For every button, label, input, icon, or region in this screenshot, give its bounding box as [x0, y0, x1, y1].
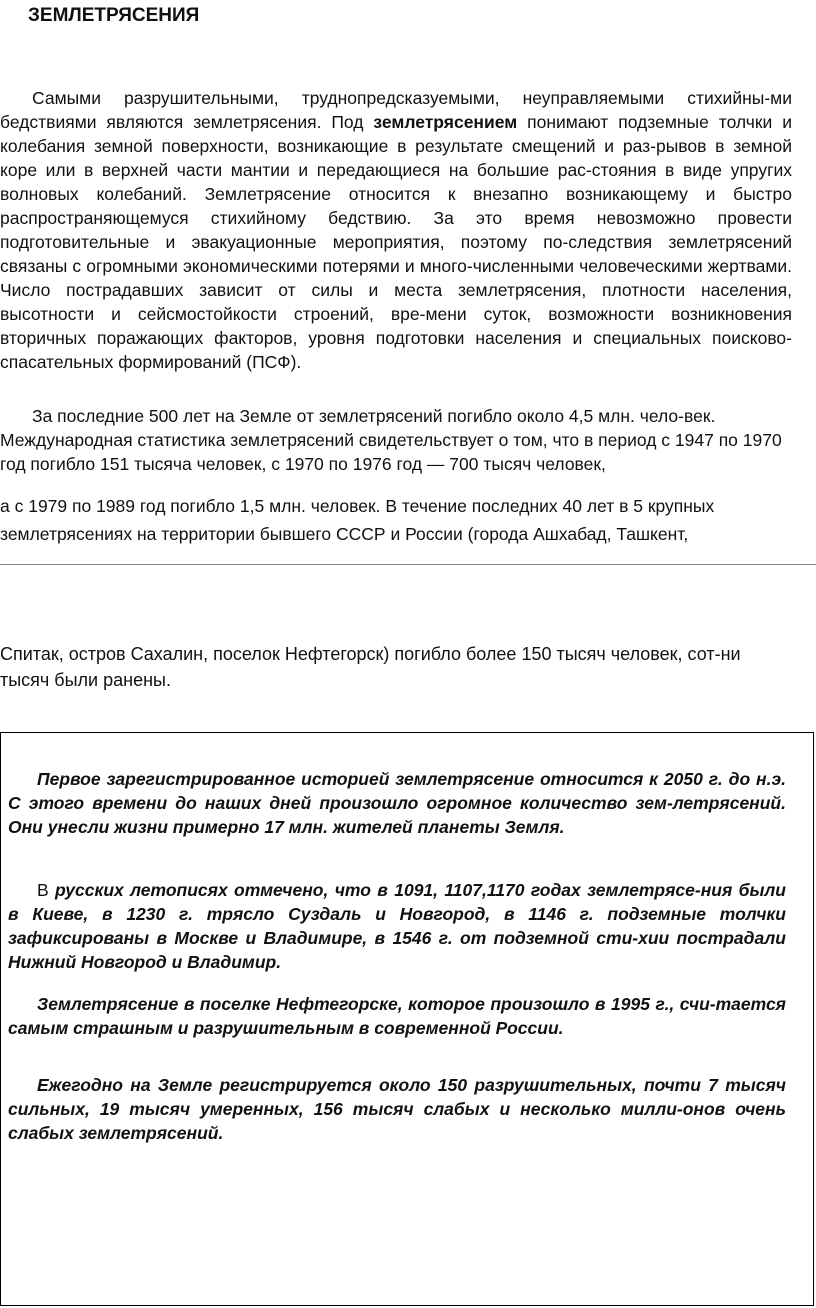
stats-paragraph: За последние 500 лет на Земле от землетрясений погибло около 4,5 млн. чело-век. Международная статистика землетрясений свидетельствует о том, что в период с 1947 по 1970 год погибло 151 тысяча человек, с 1970 по 1976 год — 700 тысяч человек,	[0, 406, 782, 474]
fact-first-earthquake: Первое зарегистрированное историей землетрясение относится к 2050 г. до н.э. С этого времени до наших дней произошло огромное количество зем-летрясений. Они унесли жизни примерно 17 млн. жителей планеты Земля.	[8, 769, 786, 837]
stats-continued-paragraph: а с 1979 по 1989 год погибло 1,5 млн. человек. В течение последних 40 лет в 5 крупных землетрясениях на территории бывшего СССР и России (города Ашхабад, Ташкент,	[0, 496, 715, 544]
page-title: ЗЕМЛЕТРЯСЕНИЯ	[28, 5, 200, 26]
term-earthquake: землетрясением	[373, 112, 518, 132]
intro-paragraph	[0, 86, 792, 374]
fact-chronicles	[8, 878, 786, 974]
fact-chronicles-text: русских летописях отмечено, что в 1091, 1107,1170 годах землетрясе-ния были в Киеве, в 1230 г. трясло Суздаль и Новгород, в 1146 г. подземные толчки зафиксированы в Москве и Владимире, в 1546 г. от подземной сти-хии пострадали Нижний Новгород и Владимир.	[8, 880, 786, 972]
intro-text-before: Самыми разрушительными, труднопредсказуемыми, неуправляемыми стихийны-ми бедствиями являются землетрясения. Под	[0, 88, 792, 132]
page-divider	[0, 564, 816, 565]
fact-neftegorsk: Землетрясение в поселке Нефтегорске, которое произошло в 1995 г., счи-тается самым страшным и разрушительным в современной России.	[8, 994, 786, 1038]
facts-box	[0, 732, 814, 1306]
fact-chronicles-lead: В	[37, 880, 49, 900]
next-page-paragraph: Спитак, остров Сахалин, поселок Нефтегорск) погибло более 150 тысяч человек, сот-ни тысяч были ранены.	[0, 644, 741, 690]
intro-text-after: понимают подземные толчки и колебания земной поверхности, возникающие в результате смещений и раз-рывов в земной коре или в верхней части мантии и передающиеся на большие рас-стояния в виде упругих волновых колебаний. Землетрясение относится к внезапно возникающему и быстро распространяющемуся стихийному бедствию. За это время невозможно провести подготовительные и эвакуационные мероприятия, поэтому по-следствия землетрясений связаны с огромными экономическими потерями и много-численными человеческими жертвами. Число пострадавших зависит от силы и места землетрясения, плотности населения, высотности и сейсмостойкости строений, вре-мени суток, возможности возникновения вторичных поражающих факторов, уровня подготовки населения и специальных поисково-спасательных формирований (ПСФ).	[0, 112, 792, 372]
fact-annual-count: Ежегодно на Земле регистрируется около 150 разрушительных, почти 7 тысяч сильных, 19 тысяч умеренных, 156 тысяч слабых и несколько милли-онов очень слабых землетрясений.	[8, 1075, 786, 1143]
